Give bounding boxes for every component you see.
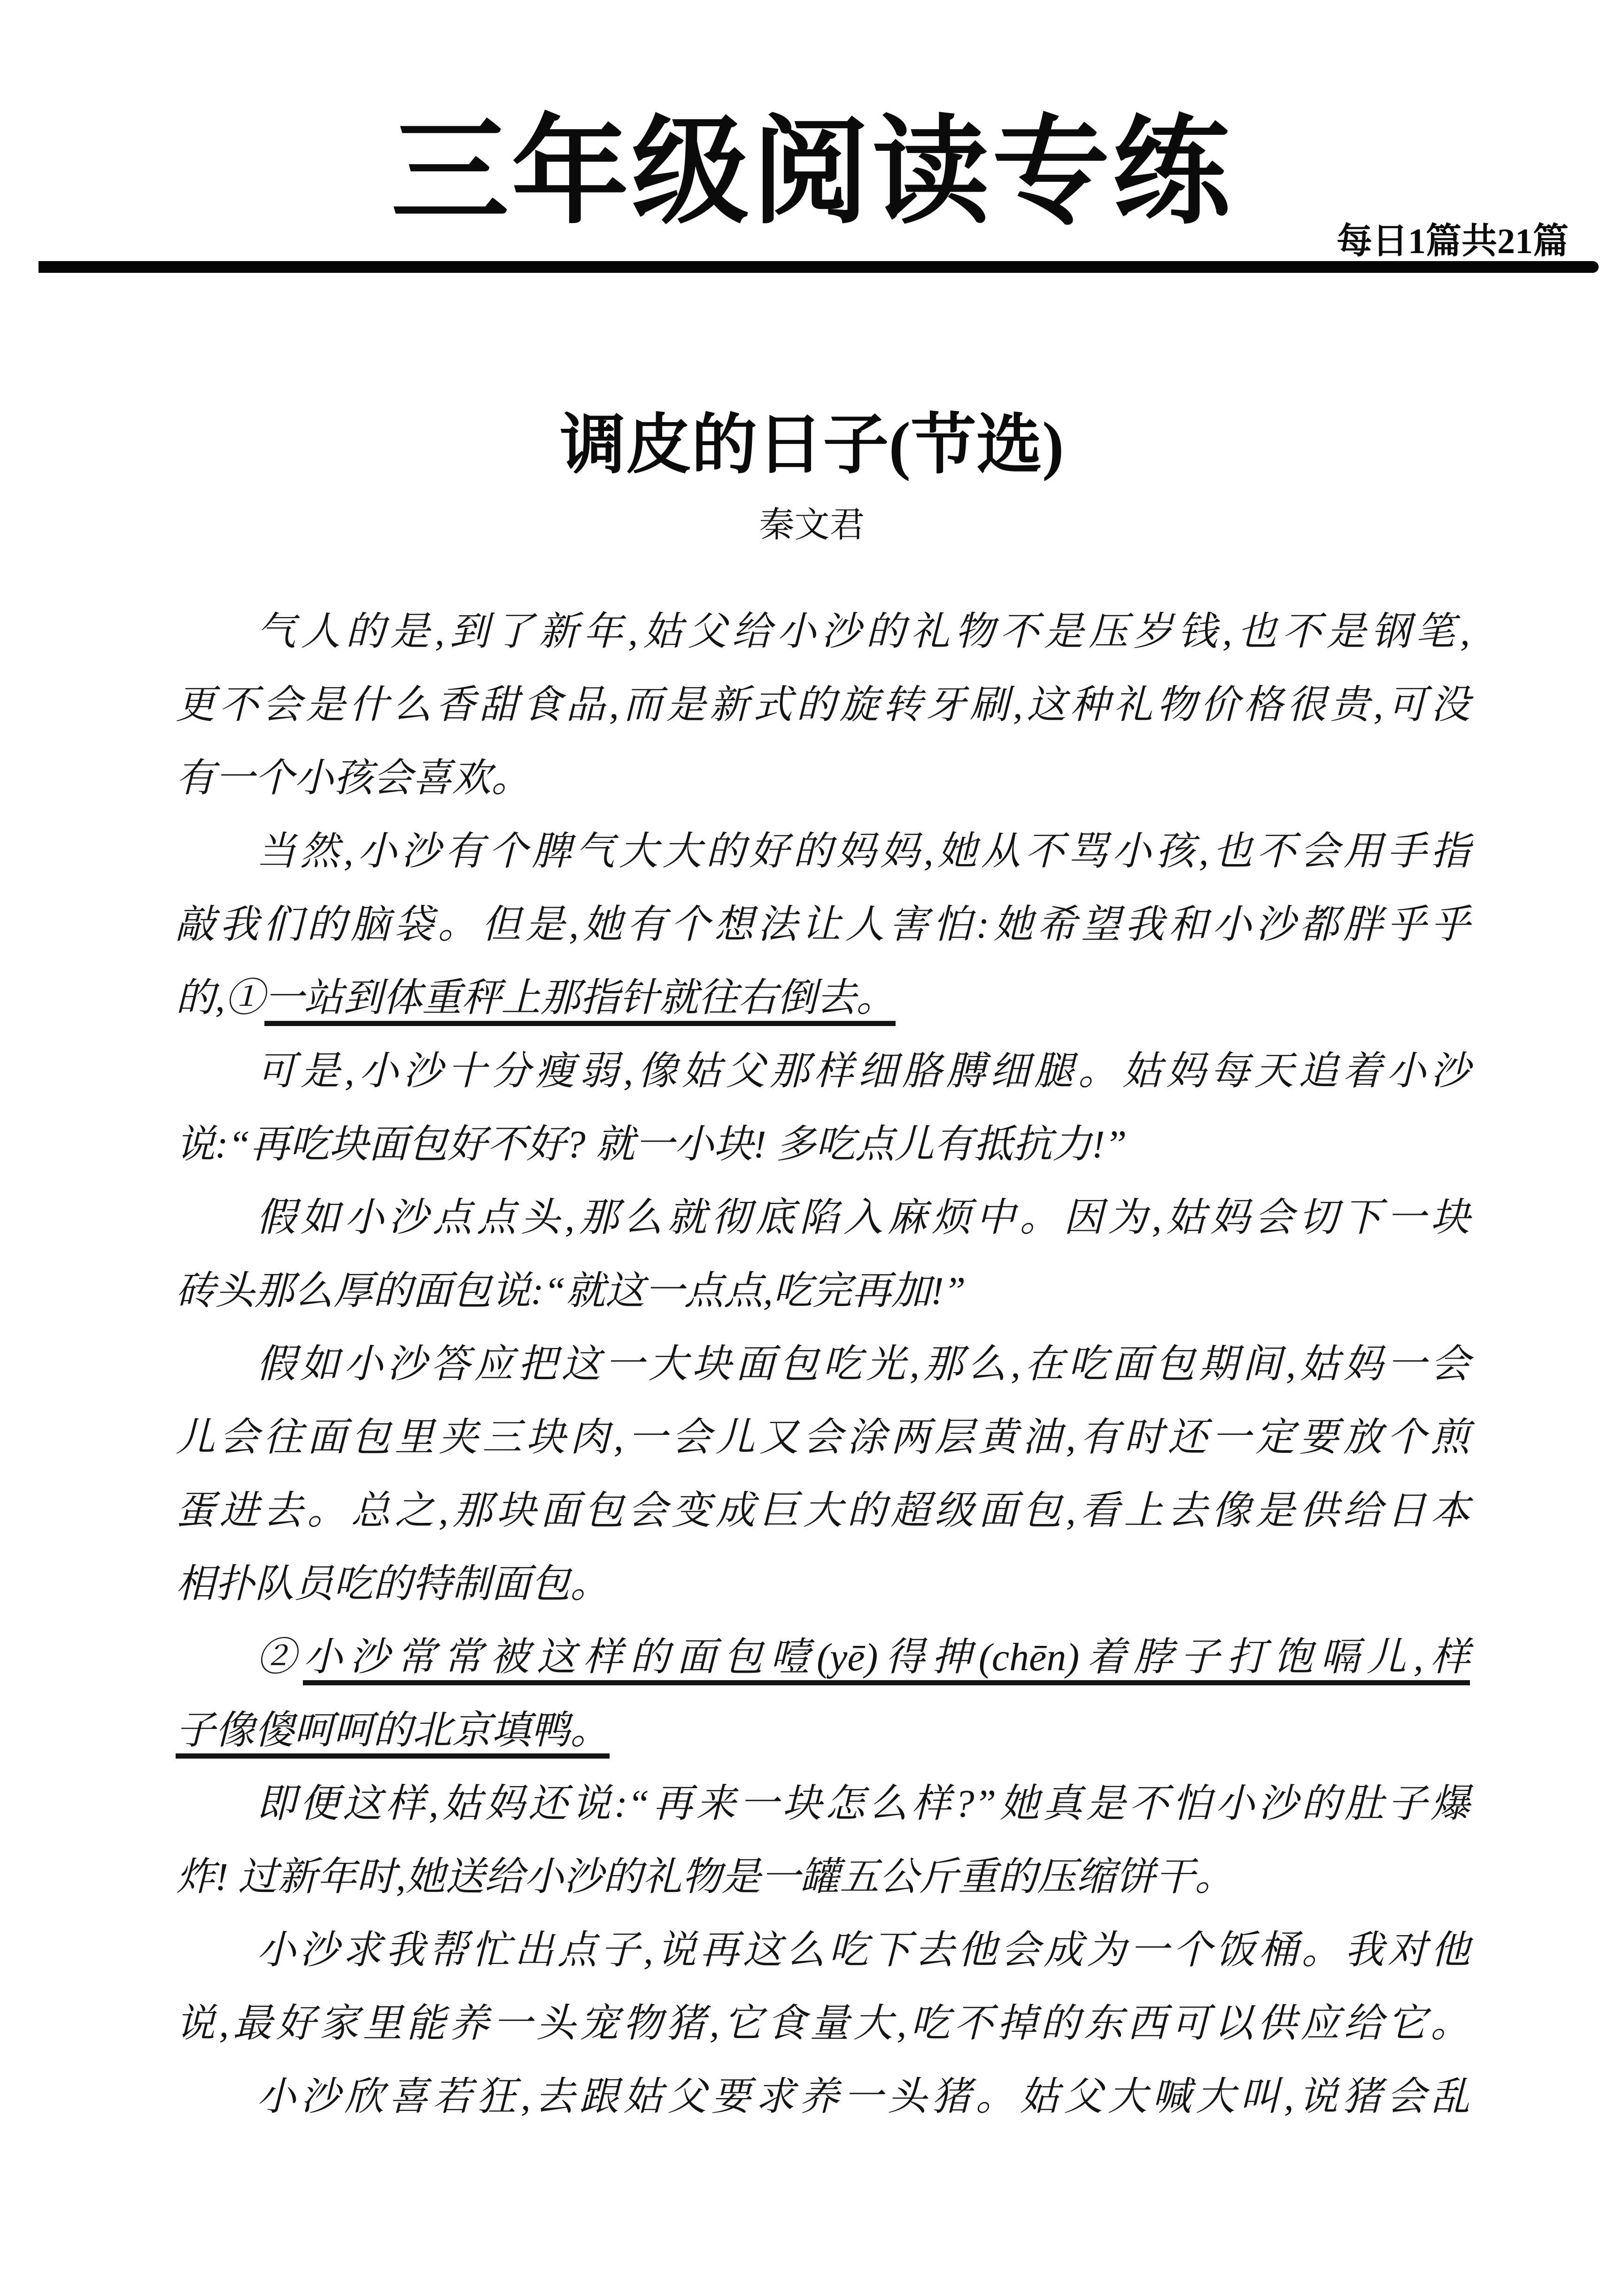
text-line — [176, 962, 1470, 1035]
text-segment: 即便这样,姑妈还说:“再来一块怎么样?”她真是不怕小沙的肚子爆 — [256, 1782, 1470, 1826]
text-line — [176, 1987, 1470, 2061]
edition-note: 每日1篇共21篇 — [1337, 222, 1569, 261]
text-line — [176, 1255, 1470, 1328]
underlined-text: 一站到体重秤上那指针就往右倒去。 — [264, 976, 896, 1026]
underlined-text: 子像傻呵呵的北京填鸭。 — [176, 1709, 610, 1759]
text-segment: 假如小沙点点头,那么就彻底陷入麻烦中。因为,姑妈会切下一块 — [256, 1196, 1470, 1240]
text-line — [176, 1914, 1470, 1987]
text-segment: 假如小沙答应把这一大块面包吃光,那么,在吃面包期间,姑妈一会 — [256, 1343, 1470, 1386]
text-segment: 有一个小孩会喜欢。 — [176, 756, 531, 800]
text-line — [176, 669, 1470, 742]
text-segment: 相扑队员吃的特制面包。 — [176, 1562, 610, 1606]
text-line — [176, 815, 1470, 888]
text-segment: 更不会是什么香甜食品,而是新式的旋转牙刷,这种礼物价格很贵,可没 — [176, 683, 1470, 727]
text-line — [176, 742, 1470, 815]
text-line — [176, 888, 1470, 962]
text-line — [176, 1548, 1470, 1621]
text-segment: 小沙求我帮忙出点子,说再这么吃下去他会成为一个饭桶。我对他 — [256, 1929, 1470, 1972]
text-line — [176, 1108, 1470, 1181]
text-segment: 敲我们的脑袋。但是,她有个想法让人害怕:她希望我和小沙都胖乎乎 — [176, 903, 1470, 947]
text-segment: 说:“再吃块面包好不好? 就一小块! 多吃点儿有抵抗力!” — [176, 1123, 1127, 1166]
header-rule-divider — [39, 261, 1599, 273]
text-line — [176, 1768, 1470, 1841]
text-segment: 小沙欣喜若狂,去跟姑父要求养一头猪。姑父大喊大叫,说猪会乱 — [256, 2075, 1470, 2119]
text-segment: 儿会往面包里夹三块肉,一会儿又会涂两层黄油,有时还一定要放个煎 — [176, 1416, 1470, 1459]
text-segment: 可是,小沙十分瘦弱,像姑父那样细胳膊细腿。姑妈每天追着小沙 — [256, 1050, 1470, 1093]
underlined-text: 小沙常常被这样的面包噎(yē)得抻(chēn)着脖子打饱嗝儿,样 — [303, 1636, 1470, 1685]
text-segment: ② — [256, 1636, 303, 1679]
page-title: 三年级阅读专练 — [391, 108, 1233, 238]
text-line — [176, 1621, 1470, 1694]
text-segment: 炸! 过新年时,她送给小沙的礼物是一罐五公斤重的压缩饼干。 — [176, 1855, 1234, 1899]
text-line — [176, 1181, 1470, 1255]
text-line — [176, 1035, 1470, 1108]
text-line — [176, 1841, 1470, 1914]
text-segment: 砖头那么厚的面包说:“就这一点点,吃完再加!” — [176, 1269, 966, 1313]
text-line — [176, 595, 1470, 669]
text-line — [176, 1694, 1470, 1768]
text-segment: 说,最好家里能养一头宠物猪,它食量大,吃不掉的东西可以供应给它。 — [176, 2002, 1470, 2045]
article-author: 秦文君 — [759, 506, 865, 545]
article-body — [176, 595, 1470, 2134]
text-line — [176, 1474, 1470, 1548]
text-segment: 当然,小沙有个脾气大大的好的妈妈,她从不骂小孩,也不会用手指 — [256, 830, 1470, 873]
text-line — [176, 1401, 1470, 1474]
article-title: 调皮的日子(节选) — [560, 409, 1064, 482]
text-line — [176, 2061, 1470, 2134]
text-segment: 的,① — [176, 976, 265, 1020]
text-line — [176, 1328, 1470, 1401]
text-segment: 气人的是,到了新年,姑父给小沙的礼物不是压岁钱,也不是钢笔, — [256, 610, 1470, 654]
text-segment: 蛋进去。总之,那块面包会变成巨大的超级面包,看上去像是供给日本 — [176, 1489, 1470, 1533]
